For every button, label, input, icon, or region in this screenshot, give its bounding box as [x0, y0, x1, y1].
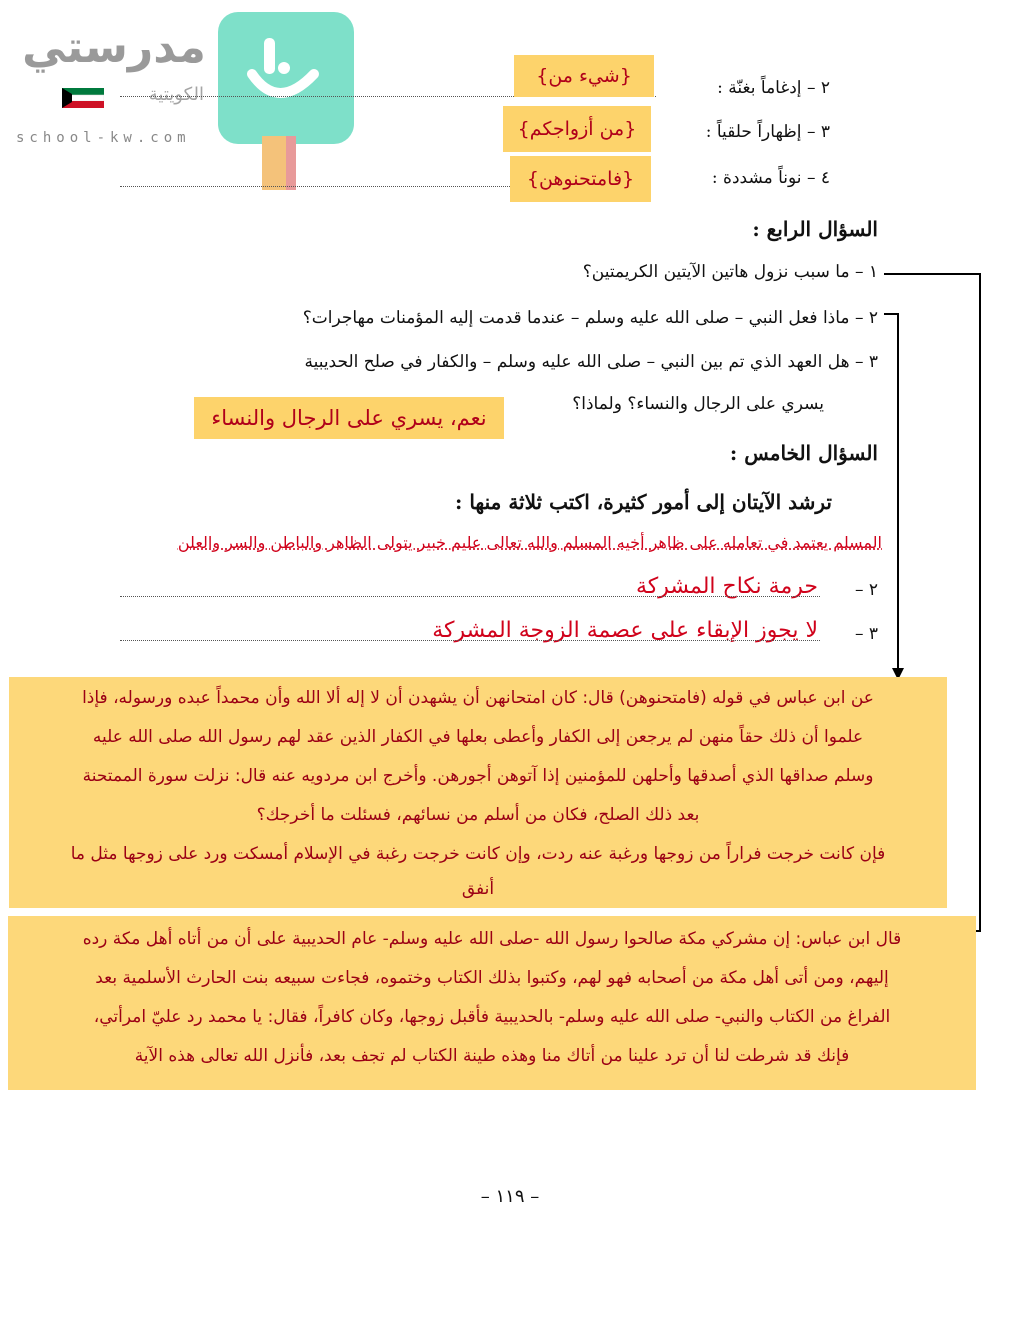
q3-item-3: ٣ – إظهاراً حلقياً : [705, 122, 830, 142]
logo-country: الكويتية [148, 84, 204, 105]
connector-line [884, 314, 898, 672]
item-number: ١ [868, 262, 878, 282]
q5-instruction: ترشد الآيتان إلى أمور كثيرة، اكتب ثلاثة منها : [454, 490, 832, 514]
box-line: أنفق [461, 879, 495, 899]
q4-answer-3: نعم، يسري على الرجال والنساء [194, 397, 504, 439]
box-line: وسلم صداقها الذي أصدقها وأحلهن للمؤمنين إذا آتوهن أجورهن. وأخرج ابن مردويه عنه قال: نزلت سورة الممتحنة [82, 766, 874, 786]
explanation-box-2 [8, 916, 976, 1090]
item-text: ماذا فعل النبي – صلى الله عليه وسلم – عندما قدمت إليه المؤمنات مهاجرات؟ [302, 308, 850, 328]
item-number: ٣ [820, 122, 830, 142]
q3-item-2: ٢ – إدغاماً بغنّة : [717, 78, 830, 98]
q4-item-2: ٢ – ماذا فعل النبي – صلى الله عليه وسلم – عندما قدمت إليه المؤمنات مهاجرات؟ [302, 308, 878, 328]
q5-item-3: ٣ – [854, 624, 878, 644]
box-line: علموا أن ذلك حقاً منهن لم يرجعن إلى الكفار وأعطى بعلها في الكفار الذين عقد لهم رسول الله صلى الله عليه [92, 727, 864, 747]
box-line: بعد ذلك الصلح، فكان من أسلم من نسائهم، فسئلت ما أخرجك؟ [256, 805, 700, 825]
page-number: – ١١٩ – [480, 1186, 540, 1207]
q3-answer-3: {من أزواجكم} [503, 106, 651, 152]
q3-item-4: ٤ – نوناً مشددة : [711, 168, 830, 188]
logo-url: school-kw.com [16, 130, 191, 146]
box-line: عن ابن عباس في قوله (فامتحنوهن) قال: كان امتحانهن أن يشهدن أن لا إله ألا الله وأن محمداً عبده ورسوله، فإذا [82, 688, 874, 708]
q3-answer-2: {شيء من} [514, 55, 654, 97]
box-line: فإنك قد شرطت لنا أن ترد علينا من أتاك منا وهذه طينة الكتاب لم تجف بعد، فأنزل الله تعالى هذه الآية [134, 1046, 850, 1066]
box-line: الفراغ من الكتاب والنبي- صلى الله عليه وسلم- بالحديبية فأقبل زوجها، وكان كافراً، فقال: يا محمد رد عليّ امرأتي، [93, 1007, 891, 1027]
item-text: ما سبب نزول هاتين الآيتين الكريمتين؟ [582, 262, 850, 282]
item-number: ٣ [868, 352, 878, 372]
explanation-box-1 [9, 677, 947, 908]
item-label: إظهاراً حلقياً : [705, 122, 802, 142]
item-number: ٣ [868, 624, 878, 644]
q4-item-3: ٣ – هل العهد الذي تم بين النبي – صلى الله عليه وسلم – والكفار في صلح الحديبية [304, 352, 878, 372]
q4-item-1: ١ – ما سبب نزول هاتين الآيتين الكريمتين؟ [582, 262, 878, 282]
item-label: إدغاماً بغنّة : [717, 78, 802, 98]
q5-answer-3: لا يجوز الإبقاء على عصمة الزوجة المشركة [432, 618, 818, 643]
item-text: هل العهد الذي تم بين النبي – صلى الله عليه وسلم – والكفار في صلح الحديبية [304, 352, 850, 372]
item-label: نوناً مشددة : [711, 168, 802, 188]
q5-item-2: ٢ – [854, 580, 878, 600]
item-number: ٢ [868, 580, 878, 600]
q5-title: السؤال الخامس : [729, 441, 878, 465]
box-line: إليهم، ومن أتى أهل مكة من أصحابه فهو لهم، وكتبوا بذلك الكتاب وختموه، فجاءت سبيعه بنت الحارث الأسلمية بعد [95, 968, 889, 988]
logo-name: مدرستي [22, 22, 206, 73]
q5-answer-2: حرمة نكاح المشركة [635, 574, 818, 599]
q4-title: السؤال الرابع : [752, 217, 878, 241]
q4-item-3-cont: يسري على الرجال والنساء؟ ولماذا؟ [572, 394, 824, 414]
item-number: ٤ [820, 168, 830, 188]
q5-answer-1: المسلم يعتمد في تعامله على ظاهر أخيه المسلم والله تعالى عليم خبير يتولى الظاهر والباطن والسر والعلن [177, 533, 882, 552]
q3-answer-4: {فامتحنوهن} [510, 156, 651, 202]
item-number: ٢ [820, 78, 830, 98]
item-number: ٢ [868, 308, 878, 328]
box-line: قال ابن عباس: إن مشركي مكة صالحوا رسول الله -صلى الله عليه وسلم- عام الحديبية على أن من أتاه أهل مكة رده [82, 929, 902, 949]
box-line: فإن كانت خرجت فراراً من زوجها ورغبة عنه ردت، وإن كانت خرجت رغبة في الإسلام أمسكت ورد على زوجها مثل ما [70, 844, 886, 864]
